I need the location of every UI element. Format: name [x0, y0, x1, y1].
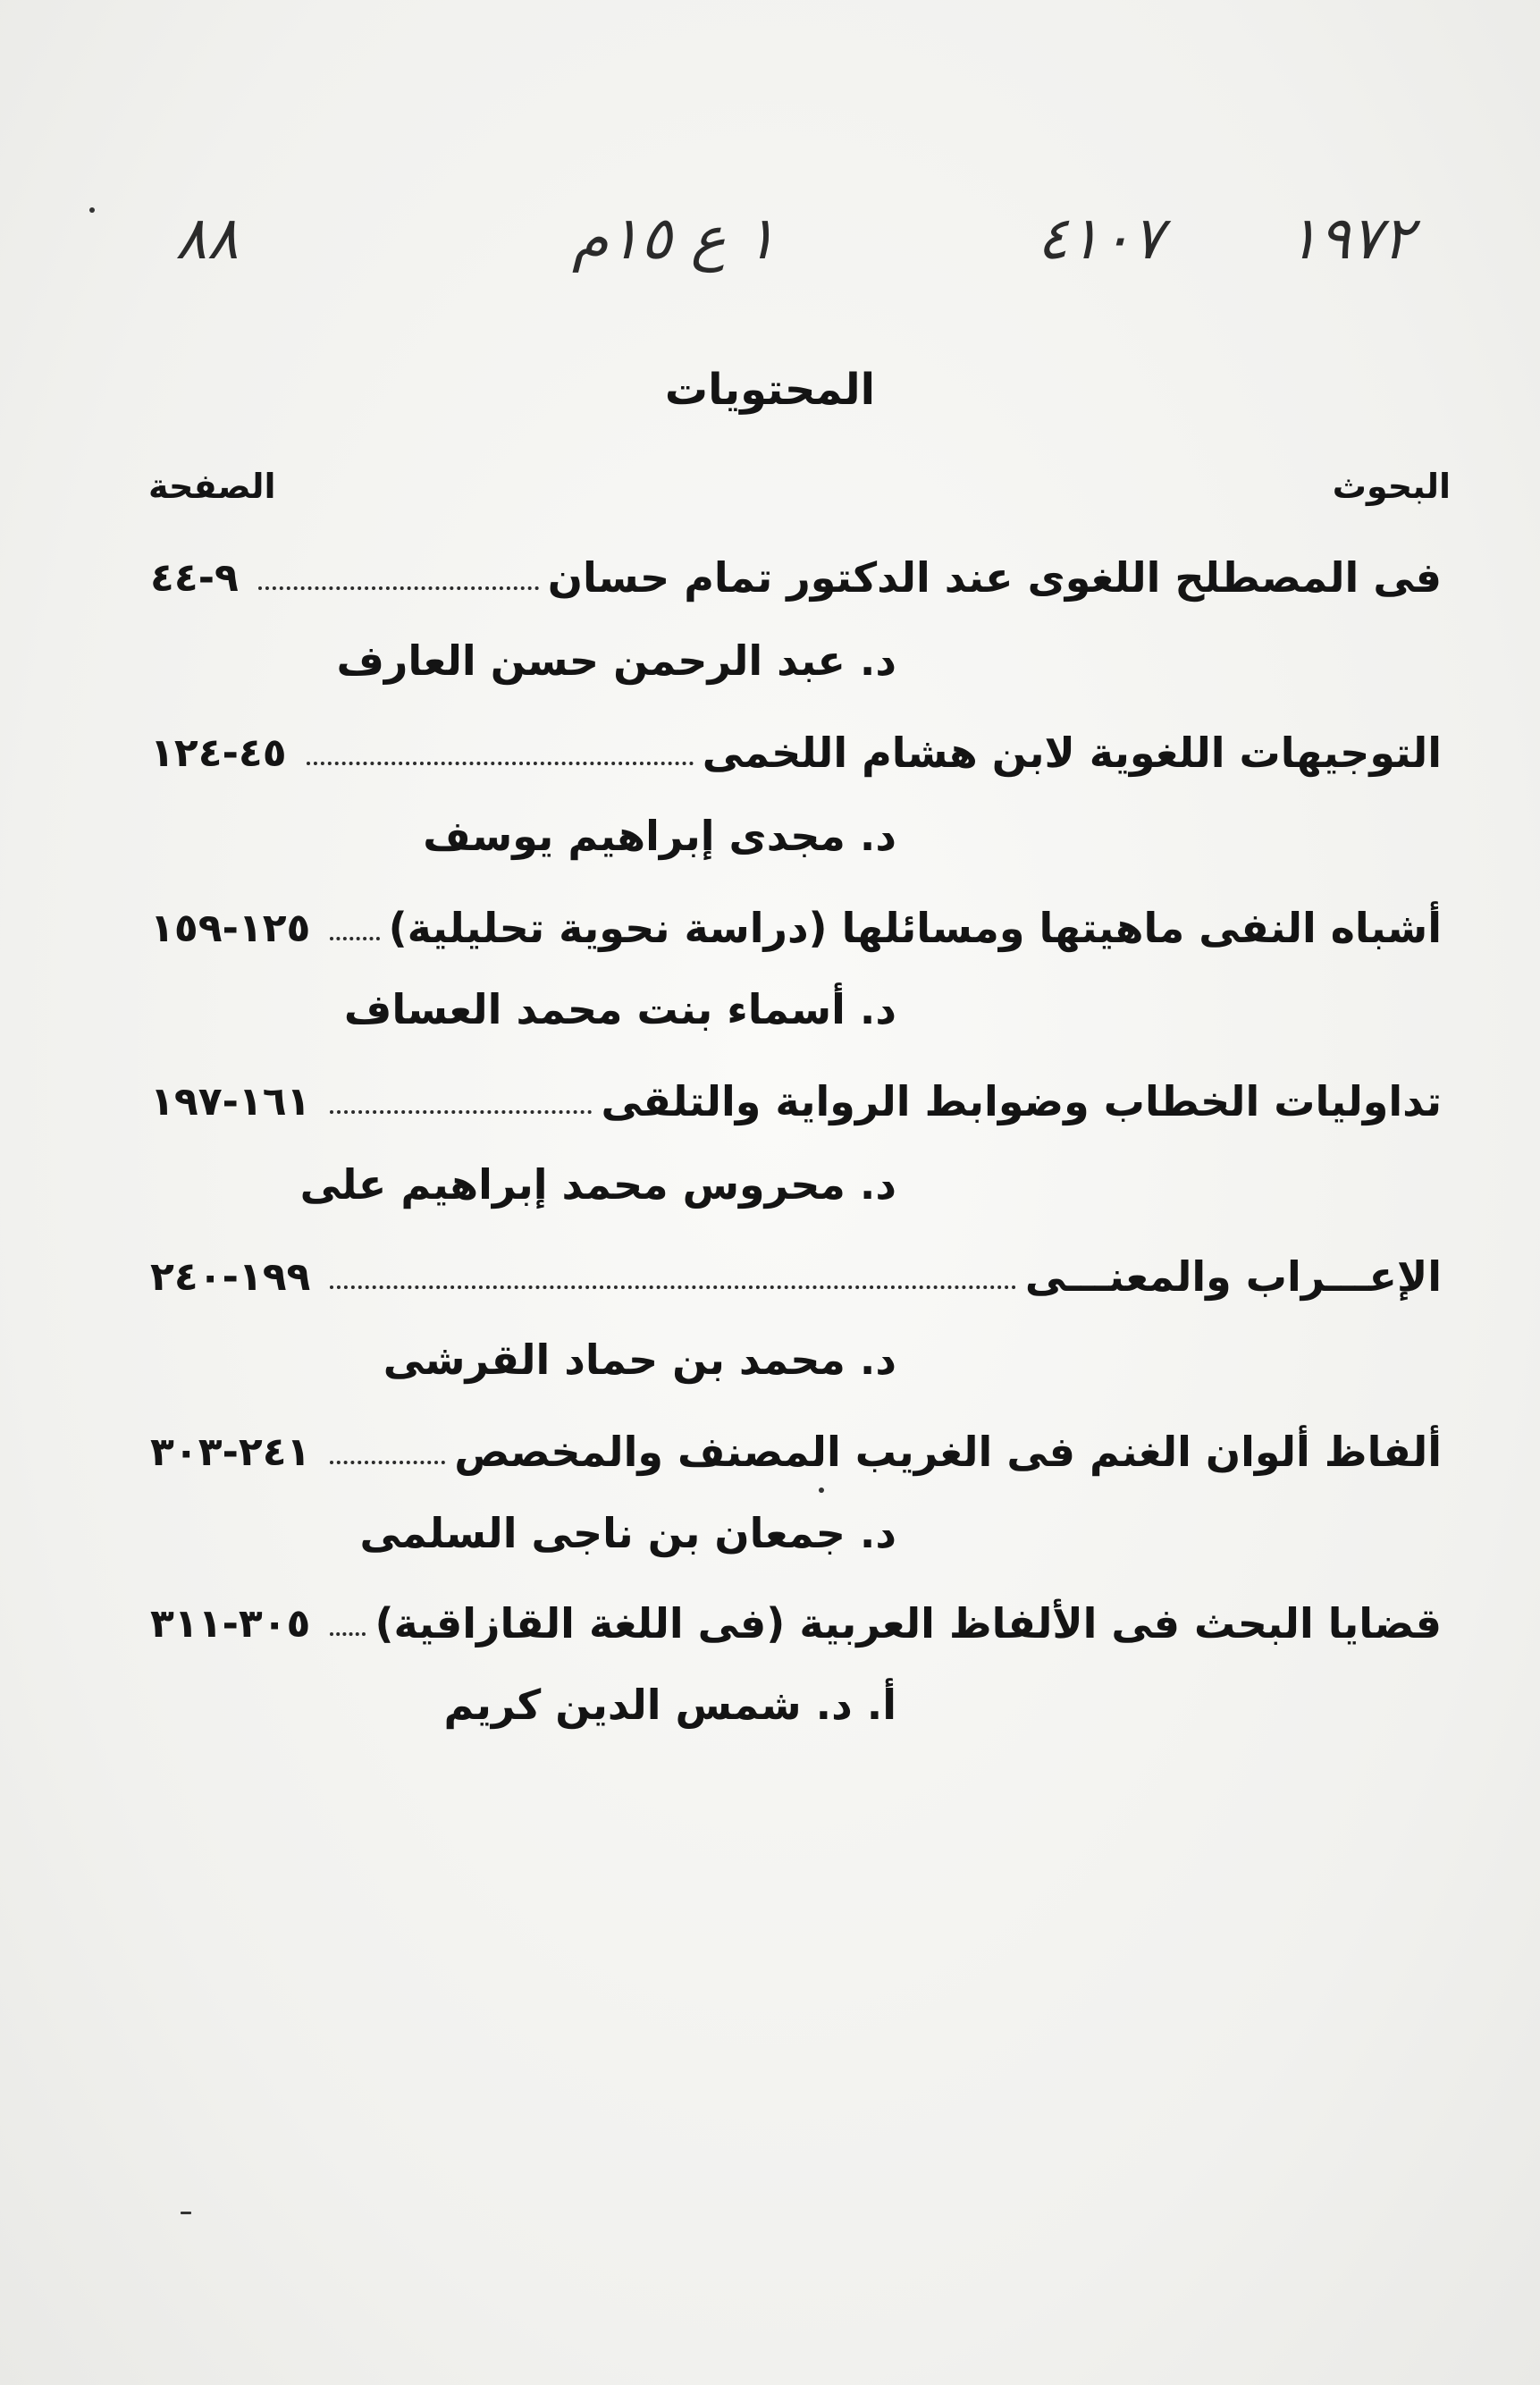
handwritten-accession-number: ٤١٠٧ [1037, 204, 1164, 273]
entry-page-range: ١٦١-١٩٧ [150, 1079, 311, 1125]
dot-leader [330, 1285, 1015, 1289]
stray-mark [89, 207, 95, 213]
entry-author: د. جمعان بن ناجى السلمى [359, 1509, 896, 1557]
entry-title: أشباه النفى ماهيتها ومسائلها (دراسة نحوية تحليلية) [388, 903, 1442, 952]
entry-author: د. عبد الرحمن حسن العارف [336, 636, 896, 685]
entry-page-range: ١٩٩-٢٤٠ [150, 1254, 311, 1301]
stray-mark [181, 2212, 191, 2214]
toc-entry [150, 1239, 1442, 1302]
handwritten-shelf-mark: ١ ع ١٥م [572, 204, 777, 273]
column-header-research: البحوث [1332, 467, 1451, 506]
entry-title: الإعـــراب والمعنـــى [1024, 1251, 1442, 1301]
toc-entry [150, 1064, 1442, 1126]
stray-mark [819, 1487, 824, 1493]
toc-entry [150, 715, 1442, 778]
toc-entry [150, 1414, 1442, 1477]
dot-leader [330, 937, 379, 940]
page-title: المحتويات [664, 365, 876, 415]
entry-page-range: ٢٤١-٣٠٣ [150, 1429, 311, 1476]
entry-page-range: ٩-٤٤ [150, 555, 239, 602]
column-header-page: الصفحة [148, 467, 276, 506]
entry-author: د. مجدى إبراهيم يوسف [423, 812, 896, 860]
toc-entry [150, 1586, 1442, 1648]
entry-author: د. محروس محمد إبراهيم على [299, 1160, 896, 1209]
entry-title: قضايا البحث فى الألفاظ العربية (فى اللغة القازاقية) [374, 1598, 1442, 1648]
entry-page-range: ٤٥-١٢٤ [150, 730, 287, 777]
entry-author: د. محمد بن حماد القرشى [383, 1336, 896, 1384]
entry-title: فى المصطلح اللغوى عند الدكتور تمام حسان [547, 552, 1442, 602]
entry-title: التوجيهات اللغوية لابن هشام اللخمى [702, 728, 1442, 777]
dot-leader [330, 1632, 366, 1636]
entry-page-range: ٣٠٥-٣١١ [150, 1601, 311, 1648]
dot-leader [330, 1110, 592, 1114]
entry-author: د. أسماء بنت محمد العساف [343, 985, 896, 1033]
dot-leader [307, 762, 694, 765]
dot-leader [330, 1461, 445, 1464]
entry-title: تداوليات الخطاب وضوابط الرواية والتلقى [601, 1076, 1442, 1125]
entry-page-range: ١٢٥-١٥٩ [150, 906, 311, 952]
entry-author: أ. د. شمس الدين كريم [443, 1681, 896, 1729]
entry-title: ألفاظ ألوان الغنم فى الغريب المصنف والمخصص [454, 1427, 1442, 1476]
dot-leader [258, 586, 539, 590]
toc-entry [150, 540, 1442, 603]
handwritten-year: ١٩٧٢ [1287, 204, 1414, 273]
toc-entry [150, 890, 1442, 953]
handwritten-number: ٨٨ [175, 204, 239, 273]
